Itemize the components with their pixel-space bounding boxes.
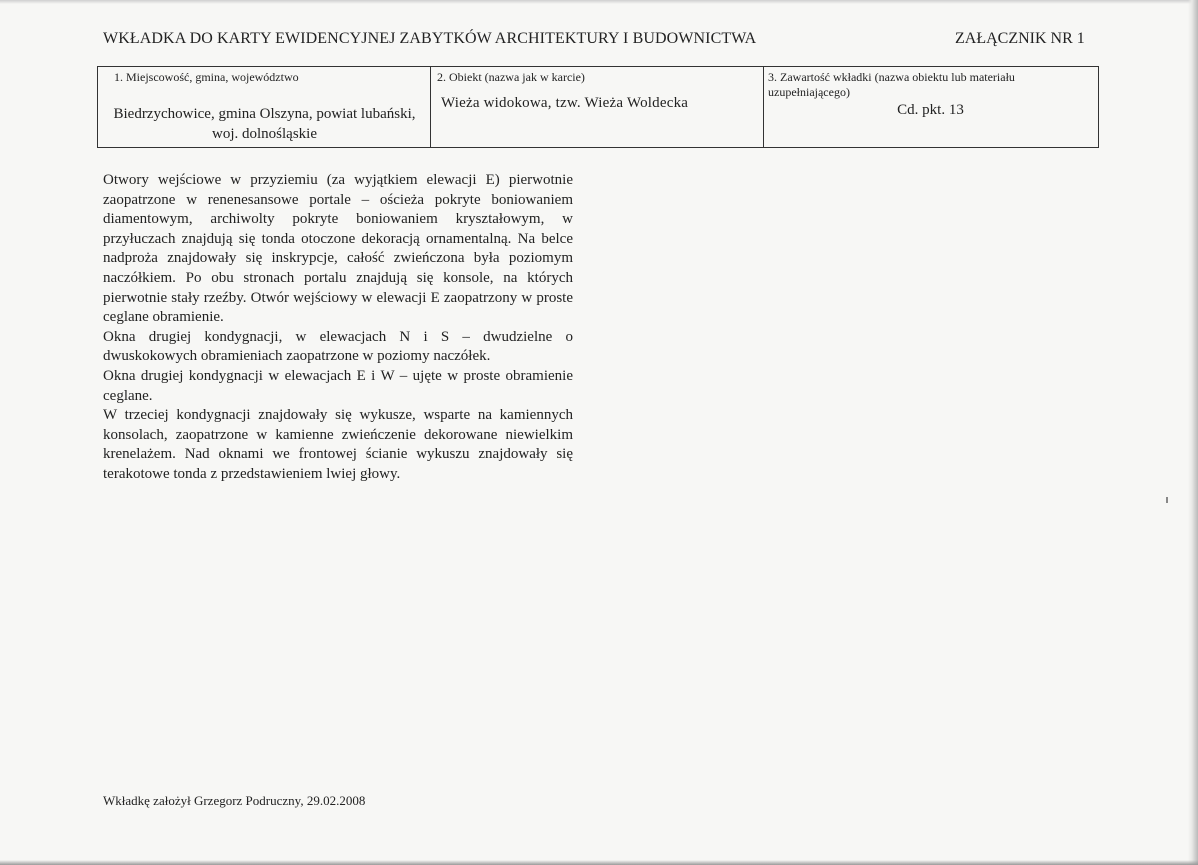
contents-cell <box>764 67 1098 147</box>
scan-edge-bottom <box>0 860 1198 865</box>
author-note: Wkładkę założył Grzegorz Podruczny, 29.02.2008 <box>103 793 366 808</box>
description-paragraph: Okna drugiej kondygnacji, w elewacjach N i S – dwudzielne o dwuskokowych obramieniach zaopatrzone w poziomy naczółek. <box>103 328 573 365</box>
description-paragraph: Okna drugiej kondygnacji w elewacjach E i W – ujęte w proste obramienie ceglane. <box>103 367 573 404</box>
scan-speck <box>1166 497 1168 503</box>
scan-edge-top <box>0 0 1198 4</box>
description-body <box>103 171 573 485</box>
contents-label: 3. Zawartość wkładki (nazwa obiektu lub materiału uzupełniającego) <box>768 70 1015 99</box>
form-title: WKŁADKA DO KARTY EWIDENCYJNEJ ZABYTKÓW ARCHITEKTURY I BUDOWNICTWA <box>103 30 757 47</box>
info-table <box>97 66 1099 148</box>
object-label: 2. Obiekt (nazwa jak w karcie) <box>437 70 585 84</box>
annex-number: ZAŁĄCZNIK NR 1 <box>955 30 1085 47</box>
location-cell <box>98 67 431 147</box>
contents-value: Cd. pkt. 13 <box>897 102 964 118</box>
object-value: Wieża widokowa, tzw. Wieża Woldecka <box>441 95 689 111</box>
location-label: 1. Miejscowość, gmina, województwo <box>114 70 299 84</box>
object-cell <box>431 67 764 147</box>
location-value: Biedrzychowice, gmina Olszyna, powiat lubański, woj. dolnośląskie <box>113 106 416 142</box>
description-paragraph: W trzeciej kondygnacji znajdowały się wykusze, wsparte na kamiennych konsolach, zaopatrzone w kamienne zwieńczenie dekorowane niewielkim krenelażem. Nad oknami we frontowej ścianie wykuszu znajdowały się terakotowe tonda z przedstawieniem lwiej głowy. <box>103 407 573 482</box>
scan-edge-right <box>1188 0 1198 865</box>
description-paragraph: Otwory wejściowe w przyziemiu (za wyjątkiem elewacji E) pierwotnie zaopatrzone w renenesansowe portale – ościeża pokryte boniowaniem diamentowym, archiwolty pokryte boniowaniem kryształowym, w przyłuczach znajdują się tonda otoczone dekoracją ornamentalną. Na belce nadproża znajdowały się inskrypcje, całość zwieńczona była poziomym naczółkiem. Po obu stronach portalu znajdują się konsole, na których pierwotnie stały rzeźby. Otwór wejściowy w elewacji E zaopatrzony w proste ceglane obramienie. <box>103 172 573 326</box>
